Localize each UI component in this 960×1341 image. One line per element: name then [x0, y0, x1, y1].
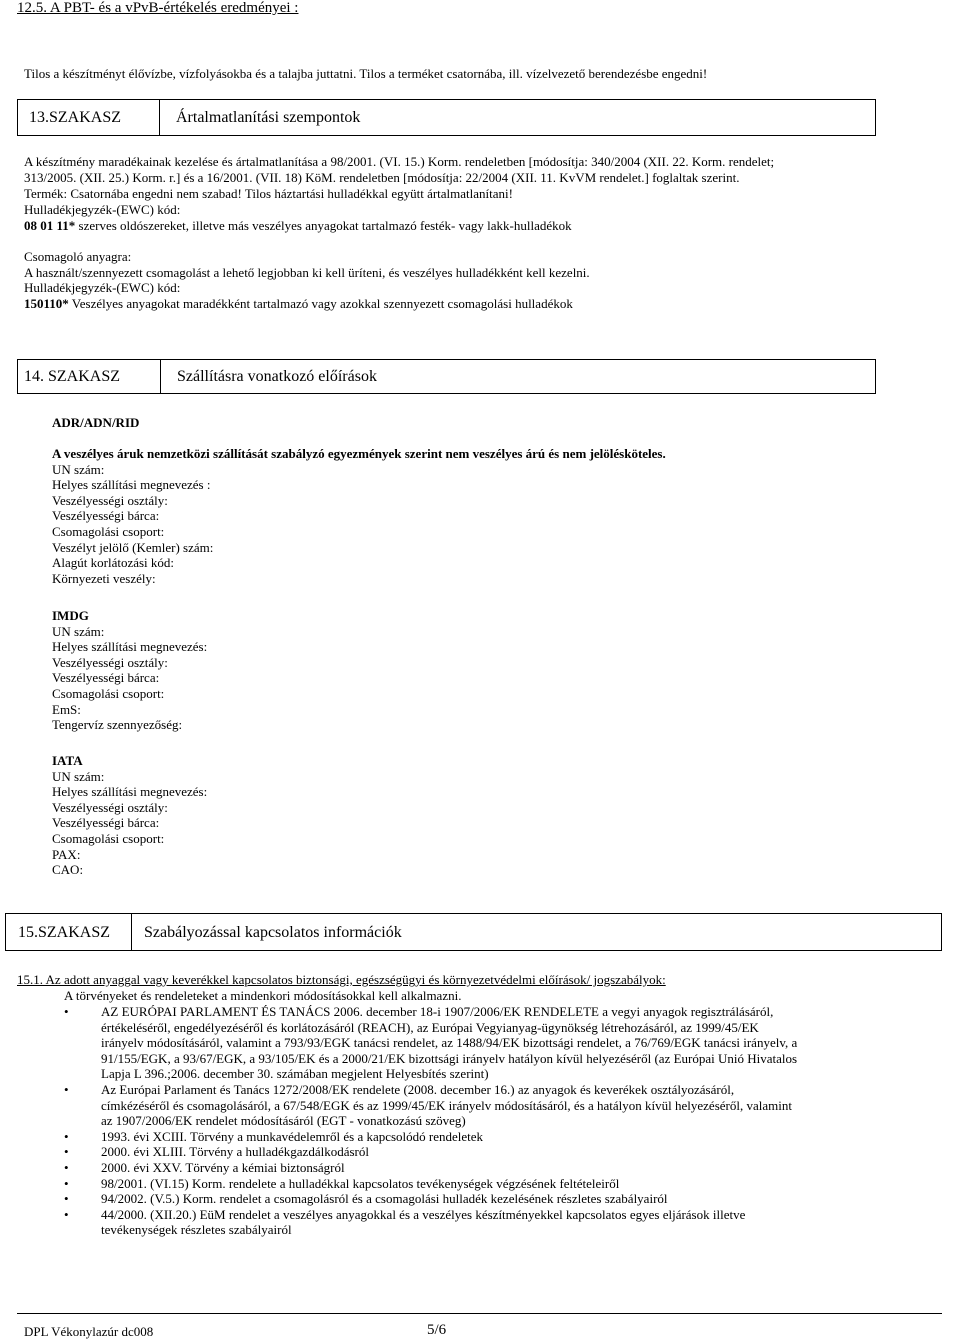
section-14-title: Szállításra vonatkozó előírások [177, 368, 377, 385]
iata-heading: IATA [52, 753, 83, 768]
regulation-line: • 94/2002. (V.5.) Korm. rendelet a csomagolásról és a csomagolási hulladék kezelésének részletes szabályairól [101, 1191, 668, 1207]
section-14-divider [160, 360, 161, 393]
adr-field: Helyes szállítási megnevezés : [52, 477, 211, 493]
regulation-line: • 1993. évi XCIII. Törvény a munkavédelemről és a kapcsolódó rendeletek [101, 1128, 484, 1144]
ewc-code-2: 150110* [24, 295, 69, 311]
adr-statement: A veszélyes áruk nemzetközi szállítását szabályzó egyezmények szerint nem veszélyes árú és nem jelölésköteles. [52, 446, 666, 461]
section-13-divider [159, 100, 160, 135]
imdg-field: UN szám: [52, 623, 105, 639]
footer-product: DPL Vékonylazúr dc008 [24, 1324, 154, 1339]
regulation-line: • Az Európai Parlament és Tanács 1272/2008/EK rendelete (2008. december 16.) az anyagok és keverékek osztályozásáról, [101, 1081, 735, 1097]
section-15-divider [131, 914, 132, 950]
adr-field: Veszélyességi osztály: [52, 492, 168, 508]
adr-field: UN szám: [52, 461, 105, 477]
regulation-item [64, 1160, 944, 1176]
ewc-code-line-2 [24, 296, 774, 312]
regulation-line: értékeléséről, engedélyezéséről és korlátozásáról (REACH), az Európai Vegyianyag-ügynökség létrehozásáról, az 1999/45/EK [101, 1019, 759, 1035]
section-15-intro: A törvényeket és rendeleteket a mindenkori módosításokkal kell alkalmazni. [64, 988, 462, 1003]
s13-line: A készítmény maradékainak kezelése és ártalmatlanítása a 98/2001. (VI. 15.) Korm. rendeletben [módosítja: 340/2004 (XII. 22. Korm. rendelet; [24, 154, 775, 169]
regulation-item [64, 1176, 944, 1192]
s13-pack-line: A használt/szennyezett csomagolást a lehető legjobban ki kell üríteni, és veszélyes hulladékként kell kezelni. [24, 264, 590, 280]
footer-page-number: 5/6 [427, 1322, 447, 1338]
regulation-list [64, 1004, 944, 1238]
footer-rule [17, 1313, 942, 1314]
regulation-line: tevékenységek részletes szabályairól [101, 1222, 292, 1238]
adr-field: Veszélyt jelölő (Kemler) szám: [52, 539, 214, 555]
s13-line: Hulladékjegyzék-(EWC) kód: [24, 201, 181, 217]
section-15-number: 15.SZAKASZ [18, 924, 111, 941]
ewc-text-2: Veszélyes anyagokat maradékként tartalmazó vagy azokkal szennyezett csomagolási hulladékok [68, 295, 573, 311]
adr-block [52, 446, 666, 586]
iata-field: PAX: [52, 846, 81, 862]
s13-pack-line: Hulladékjegyzék-(EWC) kód: [24, 280, 181, 296]
regulation-item [64, 1129, 944, 1145]
section-15-1-heading: 15.1. Az adott anyaggal vagy keverékkel kapcsolatos biztonsági, egészségügyi és környezetvédelmi előírások/ jogszabályok: [17, 972, 666, 987]
iata-field: Helyes szállítási megnevezés: [52, 784, 208, 800]
regulation-item [64, 1144, 944, 1160]
regulation-line: irányelv módosításáról, valamint a 793/93/EGK tanácsi rendelet, az 1488/94/EK bizottsági rendelet, a 76/769/EGK tanácsi irányelv, a [101, 1035, 798, 1051]
imdg-field: Veszélyességi osztály: [52, 654, 168, 670]
imdg-field: Veszélyességi bárca: [52, 670, 160, 686]
regulation-item [64, 1191, 944, 1207]
regulation-line: 91/155/EGK, a 93/67/EGK, a 93/105/EK és a 2000/21/EK bizottsági irányelv hatályon kívül helyezéséről (az Európai Unió Hivatalos [101, 1050, 798, 1066]
section-13-number: 13.SZAKASZ [29, 109, 122, 126]
regulation-line: • 44/2000. (XII.20.) EüM rendelet a veszélyes anyagokkal és a veszélyes készítményekkel kapcsolatos egyes eljárások illetve [101, 1206, 746, 1222]
imdg-field: Csomagolási csoport: [52, 685, 165, 701]
regulation-line: Lapja L 396.;2006. december 30. számában megjelent Helyesbítés szerint) [101, 1066, 489, 1082]
iata-field: Veszélyességi osztály: [52, 799, 168, 815]
regulation-line: az 1907/2006/EK rendelet módosításáról (EGT - vonatkozású szöveg) [101, 1113, 466, 1129]
spacer [24, 234, 774, 250]
section-13-body [24, 154, 774, 312]
s13-line: 313/2005. (XII. 25.) Korm. r.] és a 16/2001. (VII. 18) KöM. rendeletben [módosítja: 22/2004 (XII. 11. KvVM rendelet.] foglaltak szerint. [24, 169, 740, 185]
imdg-block [52, 608, 207, 733]
imdg-field: Helyes szállítási megnevezés: [52, 639, 208, 655]
section-13-title: Ártalmatlanítási szempontok [176, 109, 361, 126]
ewc-code-line-1 [24, 218, 774, 234]
iata-field: Veszélyességi bárca: [52, 815, 160, 831]
iata-field: UN szám: [52, 768, 105, 784]
iata-field: CAO: [52, 862, 84, 878]
adr-heading: ADR/ADN/RID [52, 415, 140, 430]
adr-field: Alagút korlátozási kód: [52, 555, 175, 571]
section-15-title: Szabályozással kapcsolatos információk [144, 924, 402, 941]
section-15-header [5, 913, 942, 951]
imdg-field: Tengervíz szennyezőség: [52, 717, 183, 733]
regulation-line: • AZ EURÓPAI PARLAMENT ÉS TANÁCS 2006. december 18-i 1907/2006/EK RENDELETE a vegyi anyagok regisztrálásáról, [101, 1004, 774, 1019]
regulation-line: • 2000. évi XLIII. Törvény a hulladékgazdálkodásról [101, 1144, 369, 1160]
adr-field: Csomagolási csoport: [52, 523, 165, 539]
section-14-header [17, 359, 876, 394]
adr-field: Környezeti veszély: [52, 570, 156, 586]
section-12-5-heading: 12.5. A PBT- és a vPvB-értékelés eredményei : [17, 0, 299, 16]
s13-line: Termék: Csatornába engedni nem szabad! Tilos háztartási hulladékkal együtt ártalmatlanítani! [24, 185, 513, 201]
regulation-line: • 98/2001. (VI.15) Korm. rendelete a hulladékkal kapcsolatos tevékenységek végzésének feltételeiről [101, 1175, 620, 1191]
regulation-item [64, 1207, 944, 1238]
imdg-field: EmS: [52, 701, 81, 717]
s13-pack-line: Csomagoló anyagra: [24, 249, 132, 265]
regulation-line: • 2000. évi XXV. Törvény a kémiai biztonságról [101, 1159, 345, 1175]
adr-field: Veszélyességi bárca: [52, 508, 160, 524]
regulation-item [64, 1004, 944, 1082]
section-13-header [17, 99, 876, 136]
iata-block [52, 753, 207, 878]
ewc-text-1: szerves oldószereket, illetve más veszélyes anyagokat tartalmazó festék- vagy lakk-hulladékok [75, 217, 572, 233]
iata-field: Csomagolási csoport: [52, 830, 165, 846]
regulation-line: címkézéséről és csomagolásáról, a 67/548/EGK és az 1999/45/EK irányelv módosításáról, és a hatályon kívül helyezéséről, valamint [101, 1097, 792, 1113]
ewc-code-1: 08 01 11* [24, 217, 76, 233]
imdg-heading: IMDG [52, 608, 89, 623]
disposal-note: Tilos a készítményt élővízbe, vízfolyásokba és a talajba juttatni. Tilos a terméket csatornába, ill. vízelvezető berendezésbe engedni! [24, 66, 708, 81]
regulation-item [64, 1082, 944, 1129]
section-14-number: 14. SZAKASZ [24, 368, 121, 385]
